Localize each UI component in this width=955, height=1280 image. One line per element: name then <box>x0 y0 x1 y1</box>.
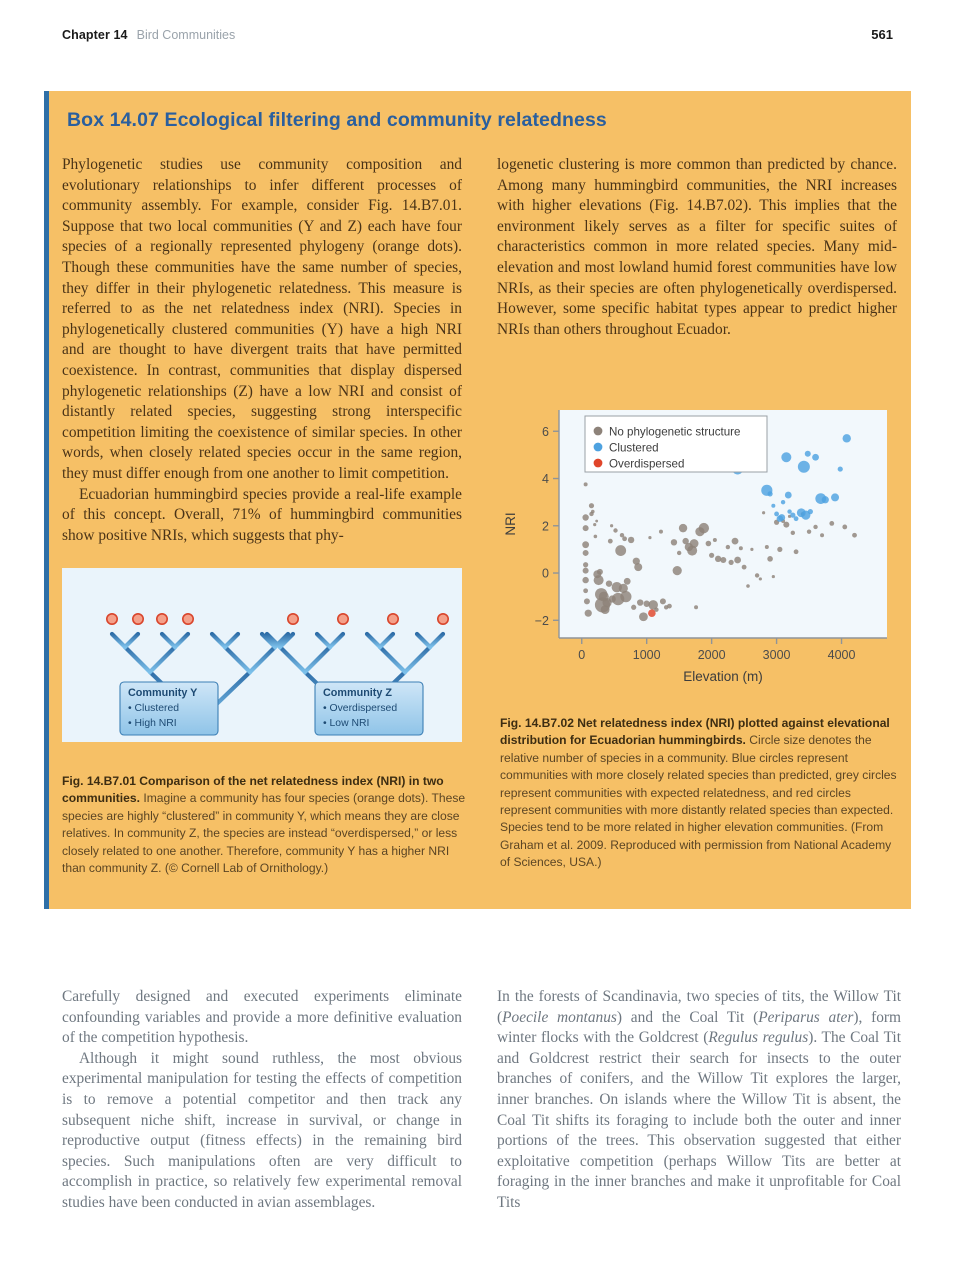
scatter-point <box>606 580 612 586</box>
scatter-point <box>729 560 734 565</box>
y-axis-label: NRI <box>503 512 518 536</box>
bottom-right-column <box>497 987 901 1214</box>
scatter-point <box>583 525 589 531</box>
scatter-point <box>582 577 588 583</box>
scatter-point <box>591 510 595 514</box>
scatter-point <box>787 509 791 513</box>
scatter-point <box>820 533 824 537</box>
scatter-point <box>831 493 839 501</box>
scatter-point <box>720 557 726 563</box>
scatter-point <box>582 514 588 520</box>
svg-text:0: 0 <box>542 566 549 581</box>
text-run: ), form winter flocks with the Goldcrest ( <box>497 1008 901 1047</box>
figure-phylogeny-caption-rest: Imagine a community has four species (orange dots). These species are highly “clustered” in community Y, which means they are close relatives. In community Z, the species are instead “overdispersed,” or less closely related to one another. Therefore, community Y has a higher NRI than community Z. (© Cornell Lab of Ornithology.) <box>62 791 466 876</box>
bottom-left-paragraph-1: Carefully designed and executed experiments eliminate confounding variables and provide a more definitive evaluation of the competition hypothesis. <box>62 988 462 1047</box>
scatter-point <box>608 539 613 544</box>
scatter-point <box>613 528 617 532</box>
scatter-point <box>774 512 779 517</box>
scatter-point <box>734 557 741 564</box>
scatter-point <box>634 563 642 571</box>
community-y-bullet-1: • Clustered <box>128 703 180 714</box>
legend-marker-icon <box>594 443 603 452</box>
figure-scatter-caption <box>500 715 900 872</box>
scatter-point <box>660 598 666 604</box>
scatter-point <box>583 588 588 593</box>
scatter-point <box>771 504 775 508</box>
scatter-point <box>778 514 785 521</box>
species-name: Regulus regulus <box>708 1029 809 1047</box>
box-title: Box 14.07 Ecological filtering and community relatedness <box>67 109 607 131</box>
scatter-point <box>781 500 785 504</box>
svg-text:0: 0 <box>578 648 586 662</box>
scatter-point <box>713 538 717 542</box>
community-z-bullet-2: • Low NRI <box>323 718 370 729</box>
figure-scatter-caption-rest: Circle size denotes the relative number of species in a community. Blue circles represent communities with more closely related species than predicted, grey circles represent communities with expected relatedness, and red circles represent communities with more distantly related species than expected. Species tend to be more related in higher elevation communities. (From Graham et al. 2009. Reproduced with permission from National Academy of Sciences, USA.) <box>500 733 897 870</box>
label-box-community-y <box>120 682 218 735</box>
legend-label: No phylogenetic structure <box>609 425 741 439</box>
scatter-point <box>765 545 769 549</box>
scatter-point <box>843 434 851 442</box>
text-run: In the forests of Scandinavia, two species of tits, the Willow Tit ( <box>497 988 901 1026</box>
scatter-point <box>639 612 648 621</box>
bottom-right-paragraph <box>497 987 901 1214</box>
chart-legend <box>585 416 767 472</box>
box-left-paragraph-2: Ecuadorian hummingbird species provide a real-life example of this concept. Overall, 71% of hummingbird communities show positive NRIs, which suggests that phy- <box>62 485 462 544</box>
scatter-point <box>750 548 753 551</box>
scatter-point <box>594 575 604 585</box>
legend-marker-icon <box>594 427 603 436</box>
legend-label: Overdispersed <box>609 457 685 471</box>
x-axis-ticks <box>578 638 855 662</box>
species-name: Poecile montanus <box>502 1008 617 1026</box>
scatter-point <box>620 591 631 602</box>
scatter-point <box>739 546 743 550</box>
scatter-point <box>677 551 681 555</box>
scatter-point <box>852 533 857 538</box>
running-head <box>62 28 893 48</box>
scatter-point <box>767 556 773 562</box>
box-left-paragraph-1: Phylogenetic studies use community composition and evolutionary relationships to infer different processes of community assembly. For example, consider Fig. 14.B7.01. Suppose that two local communities (Y and Z) each have four species of a regionally represented phylogeny (orange dots). Though these communities have the same number of species, they differ in their phylogenetic relatedness. This measure is referred to as the net relatedness index (NRI). Species in phylogenetically clustered communities (Y) have a high NRI and are thought to have divergent traits that have permitted coexistence. In contrast, communities that display dispersed phylogenetic relationships (Z) have a low NRI and consist of distantly related species, suggesting strong interspecific competition limiting the coexistence of similar species. In other words, when closely related species occur in the same region, they must differ enough from one another to limit competition. <box>62 156 462 482</box>
scatter-point <box>624 578 631 585</box>
scatter-point <box>726 545 730 549</box>
page-number: 561 <box>871 27 893 42</box>
scatter-point <box>585 610 592 617</box>
scatter-point <box>659 530 663 534</box>
community-y-bullet-2: • High NRI <box>128 718 177 729</box>
svg-text:2: 2 <box>542 519 549 534</box>
scatter-point <box>822 496 829 503</box>
scatter-point <box>715 556 721 562</box>
figure-phylogeny-caption <box>62 773 466 877</box>
box-right-paragraph-1: logenetic clustering is more common than predicted by chance. Among many hummingbird communities, the NRI increases with higher elevations (Fig. 14.B7.02). This implies that the environment likely serves as a filter for specific suites of characteristics common in more related species. Many mid-elevation and most lowland humid forest communities have low NRIs, as their species are often phylogenetically overdispersed. However, some specific habitat types appear to predict higher NRIs than others throughout Ecuador. <box>497 156 897 338</box>
scatter-point <box>583 562 588 567</box>
svg-text:−2: −2 <box>534 613 549 628</box>
scatter-point <box>583 568 589 574</box>
scatter-point <box>584 598 590 604</box>
scatter-plot-svg <box>497 400 897 690</box>
scatter-point <box>777 547 782 552</box>
scatter-point <box>673 566 682 575</box>
scatter-point <box>742 565 747 570</box>
bottom-left-column <box>62 987 462 1214</box>
scatter-point <box>667 604 672 609</box>
scatter-point <box>595 520 598 523</box>
figure-phylogeny-caption-bold: Fig. 14.B7.01 Comparison of the net relatedness index (NRI) in two communities. <box>62 774 444 806</box>
community-z-title: Community Z <box>323 687 392 699</box>
scatter-point <box>594 535 598 539</box>
scatter-point <box>584 482 588 486</box>
tip-dots-community-y <box>107 614 193 624</box>
figure-scatter-panel <box>497 400 897 690</box>
scatter-point <box>583 550 589 556</box>
scatter-point <box>755 573 759 577</box>
scatter-point <box>593 523 596 526</box>
scatter-point <box>762 511 765 514</box>
box-right-column <box>497 155 897 340</box>
svg-text:4: 4 <box>542 472 549 487</box>
text-run: ) and the Coal Tit ( <box>616 1008 759 1026</box>
scatter-point <box>694 605 698 609</box>
scatter-point <box>794 549 799 554</box>
scatter-point <box>813 525 817 529</box>
species-name: Periparus ater <box>758 1008 854 1026</box>
scatter-point <box>798 461 810 473</box>
scatter-point <box>648 536 651 539</box>
figure-phylogeny-panel <box>62 568 462 742</box>
y-axis-ticks <box>535 425 559 628</box>
scatter-point <box>690 539 699 548</box>
scatter-point <box>794 516 799 521</box>
box-left-column <box>62 155 462 546</box>
scatter-point <box>805 451 811 457</box>
text-run: ). The Coal Tit and Goldcrest restrict their search for insects to the outer branches of conifers, and the Willow Tit explores the larger, inner branches. On islands where the Willow Tit is absent, the Coal Tit shifts its foraging to include both the outer and inner portions of the trees. This observation suggested that either exploitative competition (perhaps Willow Tits are better at foraging in the inner branches and make it unprofitable for Coal Tits <box>497 1029 901 1211</box>
scatter-point <box>732 538 739 545</box>
scatter-point <box>772 575 775 578</box>
scatter-series-overdispersed <box>648 609 656 617</box>
scatter-point <box>791 531 795 535</box>
running-head-title: Bird Communities <box>136 28 236 42</box>
scatter-point <box>785 492 792 499</box>
scatter-point <box>783 522 789 528</box>
legend-label: Clustered <box>609 441 659 455</box>
scatter-point <box>679 524 687 532</box>
scatter-point <box>746 584 750 588</box>
scatter-point <box>628 537 634 543</box>
scatter-point <box>709 553 714 558</box>
bottom-left-paragraph-2: Although it might sound ruthless, the most obvious experimental manipulation for testing the effects of competition is to remove a potential competitor and then track any subsequent niche shift, increase in survival, or change in reproductive output (fitness effects) in the remaining bird species. Such manipulations often are very difficult to accomplish in practice, so relatively few experimental removal studies have been conducted in avian assemblages. <box>62 1049 462 1211</box>
svg-text:3000: 3000 <box>762 648 791 662</box>
scatter-point <box>589 503 594 508</box>
scatter-point <box>767 491 772 496</box>
scatter-point <box>808 509 813 514</box>
scatter-point <box>582 541 589 548</box>
svg-text:1000: 1000 <box>632 648 661 662</box>
scatter-point <box>781 452 791 462</box>
scatter-point <box>759 577 762 580</box>
scatter-point <box>838 466 843 471</box>
scatter-point <box>648 609 656 617</box>
svg-text:2000: 2000 <box>697 648 726 662</box>
label-box-community-z <box>315 682 423 735</box>
scatter-point <box>671 539 677 545</box>
scatter-point <box>610 524 613 527</box>
x-axis-label: Elevation (m) <box>683 669 763 684</box>
scatter-point <box>829 521 834 526</box>
legend-marker-icon <box>594 459 603 468</box>
scatter-point <box>812 454 819 461</box>
scatter-point <box>631 605 636 610</box>
scatter-point <box>807 529 811 533</box>
community-z-bullet-1: • Overdispersed <box>323 703 398 714</box>
scatter-point <box>842 525 847 530</box>
scatter-point <box>622 536 627 541</box>
figure-scatter-caption-bold: Fig. 14.B7.02 Net relatedness index (NRI) plotted against elevational distribution for Ecuadorian hummingbirds. <box>500 716 890 748</box>
phylogeny-svg <box>62 568 462 742</box>
scatter-point <box>699 523 709 533</box>
svg-text:6: 6 <box>542 424 549 439</box>
running-head-chapter: Chapter 14 <box>62 28 128 42</box>
svg-text:4000: 4000 <box>827 648 856 662</box>
scatter-point <box>597 569 603 575</box>
scatter-point <box>637 599 643 605</box>
scatter-point <box>615 545 626 556</box>
community-y-title: Community Y <box>128 687 198 699</box>
scatter-point <box>706 541 712 547</box>
